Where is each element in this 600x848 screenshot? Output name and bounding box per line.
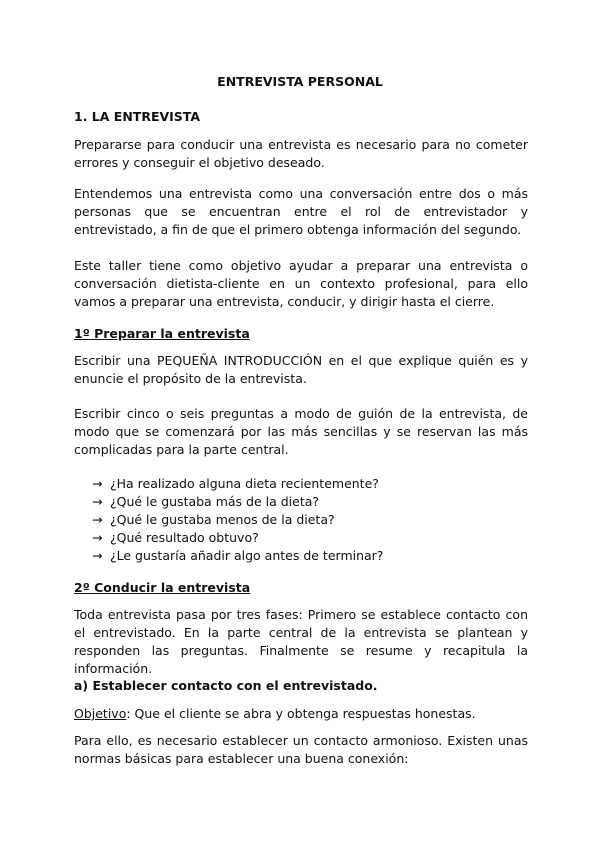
paragraph: Escribir cinco o seis preguntas a modo de guión de la entrevista, de modo que se comenzará por las más sencillas y se reservan las más complicadas para la parte central. — [74, 406, 528, 457]
paragraph: Para ello, es necesario establecer un contacto armonioso. Existen unas normas básicas para establecer una buena conexión: — [74, 733, 528, 766]
list-item: → ¿Le gustaría añadir algo antes de terminar? — [92, 548, 384, 563]
arrow-icon: → — [92, 476, 103, 491]
arrow-icon: → — [92, 512, 103, 527]
paragraph: Escribir una PEQUEÑA INTRODUCCIÓN en el que explique quién es y enuncie el propósito de la entrevista. — [74, 353, 528, 386]
list-item: → ¿Qué resultado obtuvo? — [92, 530, 259, 545]
objective-text: : Que el cliente se abra y obtenga respuestas honestas. — [126, 706, 476, 721]
subheading-preparar: 1º Preparar la entrevista — [74, 326, 250, 341]
paragraph: Este taller tiene como objetivo ayudar a preparar una entrevista o conversación dietista-cliente en un contexto profesional, para ello vamos a preparar una entrevista, conducir, y dirigir hasta el cierre. — [74, 258, 528, 309]
paragraph: Toda entrevista pasa por tres fases: Primero se establece contacto con el entrevistado. En la parte central de la entrevista se plantean y responden las preguntas. Finalmente se resume y recapitula la información. — [74, 607, 528, 676]
list-item: → ¿Qué le gustaba más de la dieta? — [92, 494, 320, 509]
subheading-establecer-contacto: a) Establecer contacto con el entrevistado. — [74, 678, 378, 693]
objective-line — [74, 705, 528, 723]
question-list — [92, 475, 383, 565]
list-item: → ¿Ha realizado alguna dieta recientemente? — [92, 476, 379, 491]
section-heading-entrevista: 1. LA ENTREVISTA — [74, 109, 201, 124]
paragraph: Prepararse para conducir una entrevista es necesario para no cometer errores y conseguir el objetivo deseado. — [74, 137, 528, 170]
list-item: → ¿Qué le gustaba menos de la dieta? — [92, 512, 335, 527]
document-title: ENTREVISTA PERSONAL — [217, 74, 383, 89]
subheading-conducir: 2º Conducir la entrevista — [74, 580, 251, 595]
arrow-icon: → — [92, 494, 103, 509]
arrow-icon: → — [92, 548, 103, 563]
objective-label: Objetivo — [74, 706, 127, 721]
paragraph: Entendemos una entrevista como una conversación entre dos o más personas que se encuentran entre el rol de entrevistador y entrevistado, a fin de que el primero obtenga información del segundo. — [74, 186, 528, 237]
arrow-icon: → — [92, 530, 103, 545]
